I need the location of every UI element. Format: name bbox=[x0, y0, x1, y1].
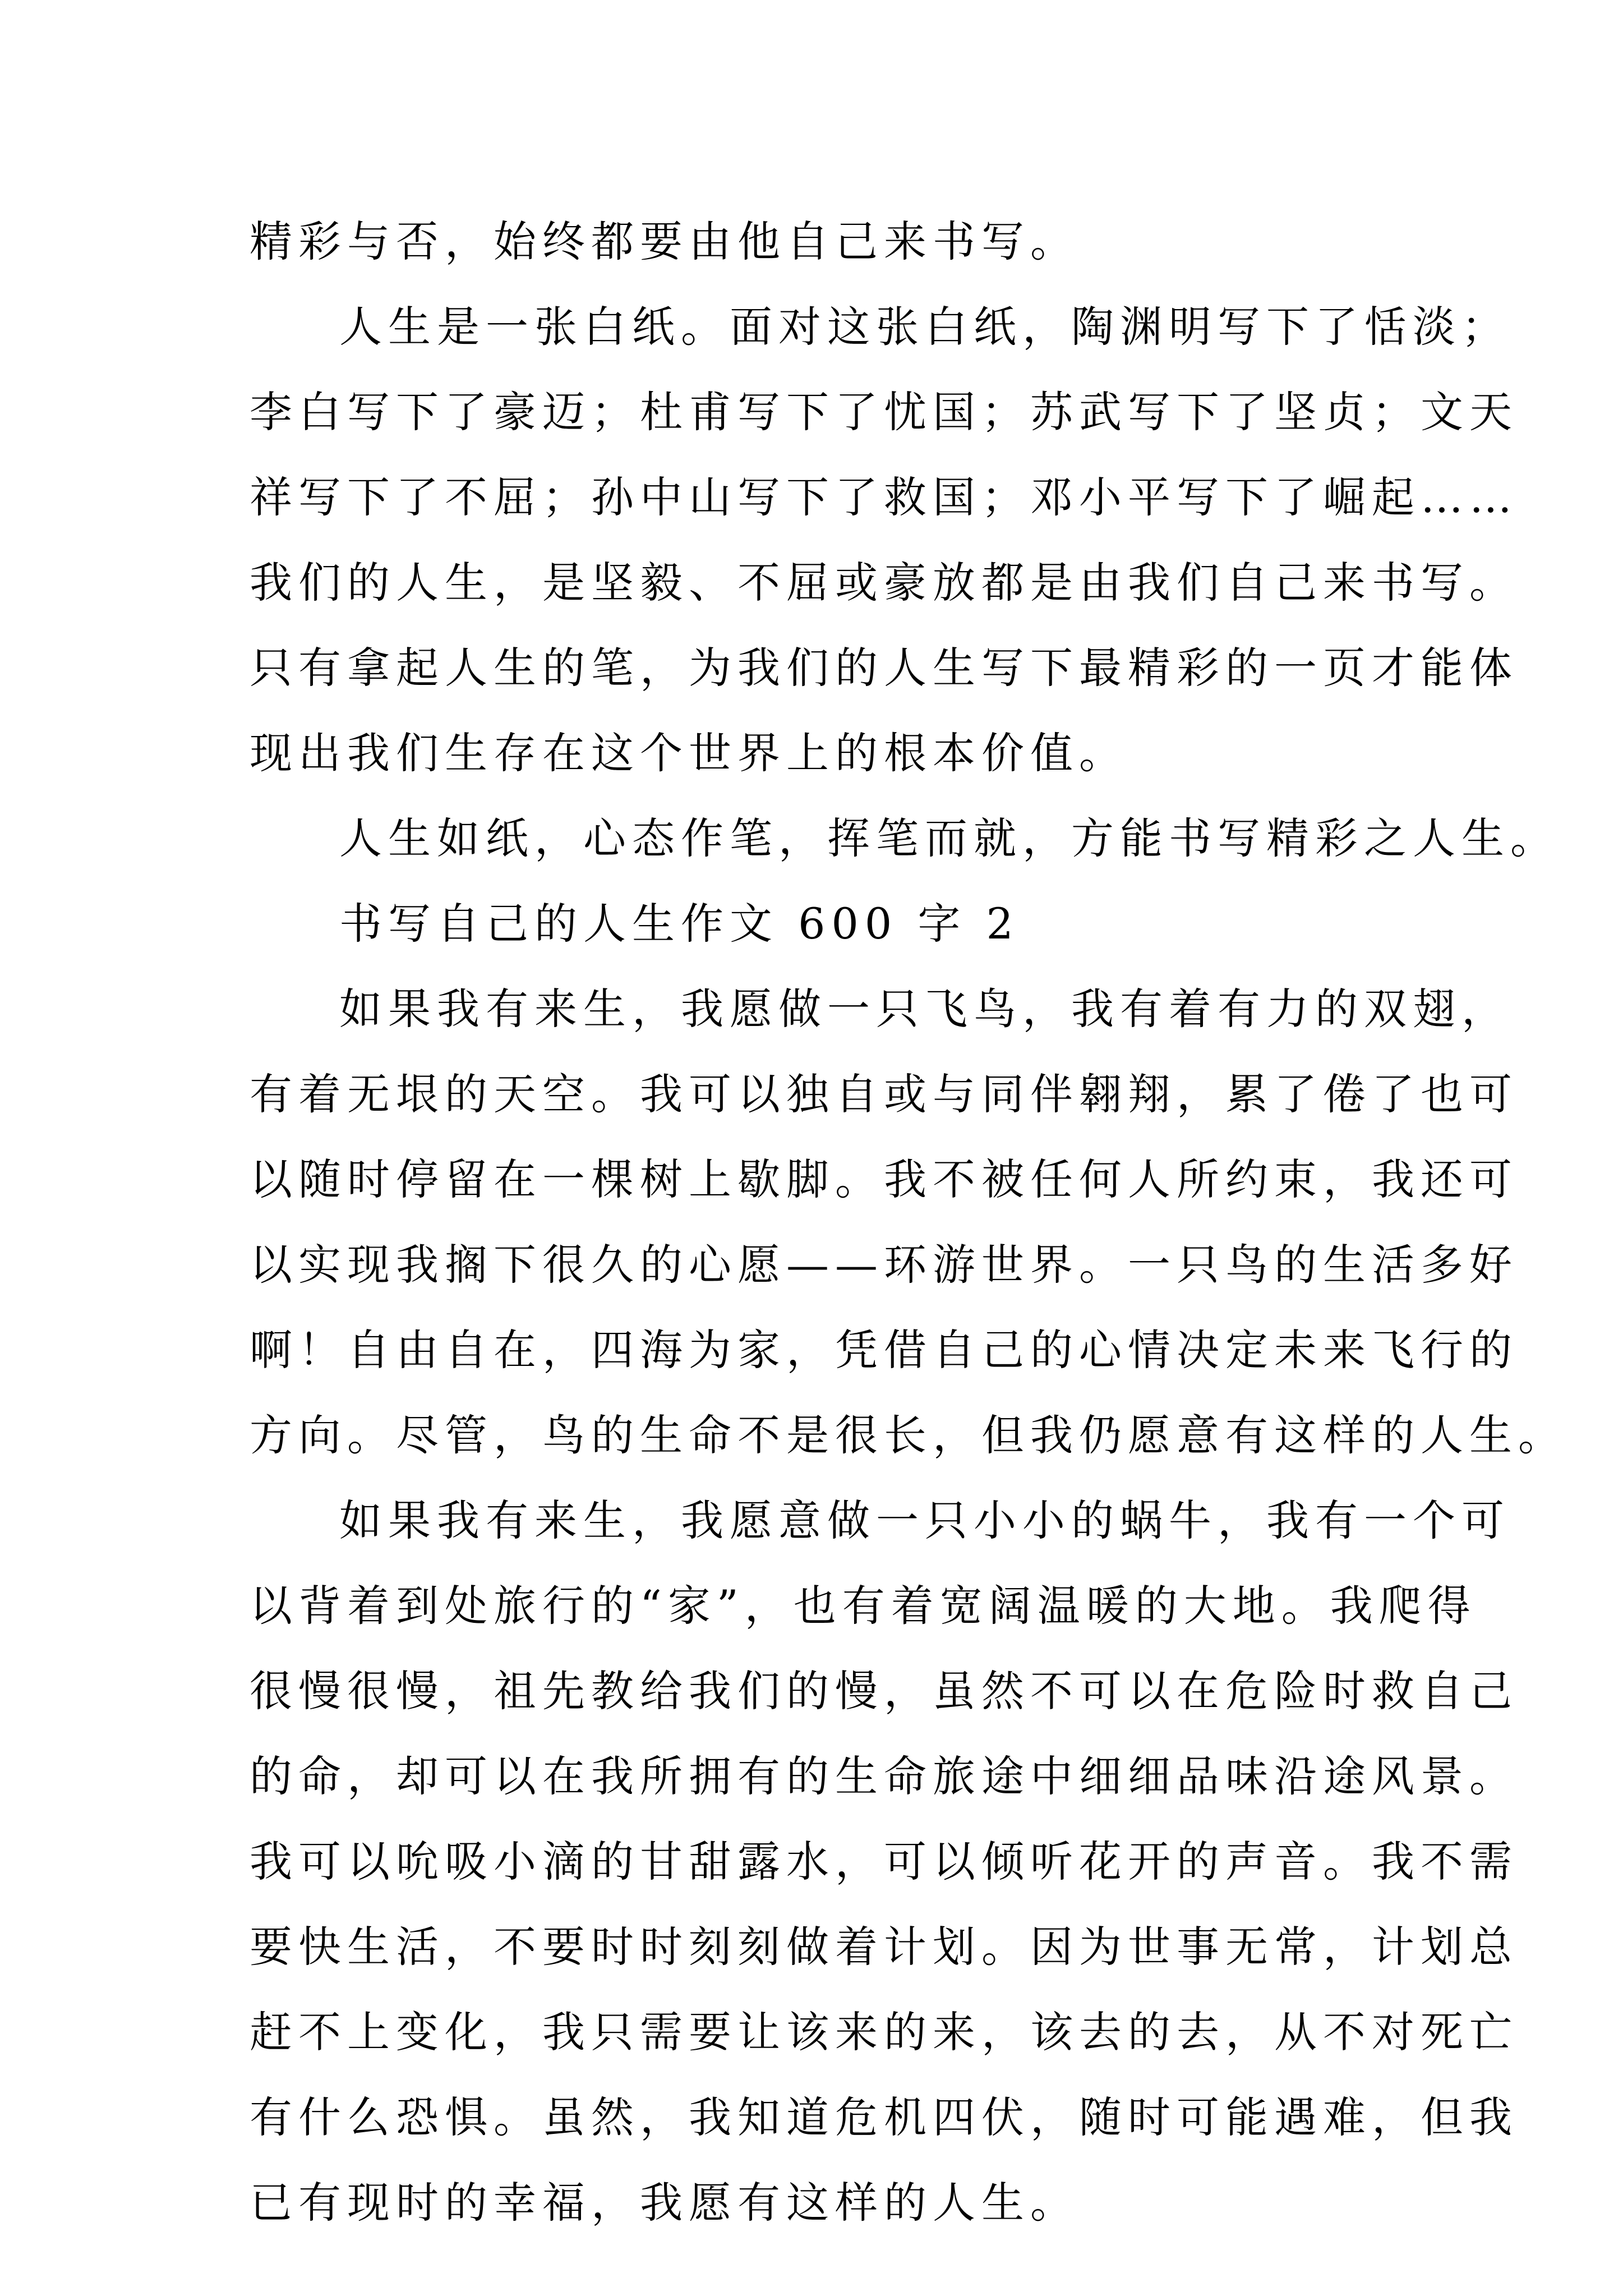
paragraph-first-line: 人生如纸，心态作笔，挥笔而就，方能书写精彩之人生。 bbox=[339, 813, 1559, 863]
text-line: 方向。尽管，鸟的生命不是很长，但我仍愿意有这样的人生。 bbox=[250, 1410, 1567, 1460]
text-line: 只有拿起人生的笔，为我们的人生写下最精彩的一页才能体 bbox=[250, 643, 1518, 693]
text-line: 赶不上变化，我只需要让该来的来，该去的去，从不对死亡 bbox=[250, 2007, 1518, 2057]
text-line: 李白写下了豪迈；杜甫写下了忧国；苏武写下了坚贞；文天 bbox=[250, 387, 1518, 437]
text-line: 以背着到处旅行的“家”，也有着宽阔温暖的大地。我爬得 bbox=[250, 1581, 1477, 1631]
paragraph-first-line: 如果我有来生，我愿意做一只小小的蜗牛，我有一个可 bbox=[339, 1496, 1510, 1545]
text-line: 要快生活，不要时时刻刻做着计划。因为世事无常，计划总 bbox=[250, 1922, 1518, 1972]
text-line: 精彩与否，始终都要由他自己来书写。 bbox=[250, 217, 1079, 266]
paragraph-first-line: 如果我有来生，我愿做一只飞鸟，我有着有力的双翅， bbox=[339, 984, 1510, 1034]
text-line: 我们的人生，是坚毅、不屈或豪放都是由我们自己来书写。 bbox=[250, 558, 1518, 608]
text-line: 现出我们生存在这个世界上的根本价值。 bbox=[250, 728, 1128, 778]
text-line: 有什么恐惧。虽然，我知道危机四伏，随时可能遇难，但我 bbox=[250, 2092, 1518, 2142]
paragraph-first-line: 人生是一张白纸。面对这张白纸，陶渊明写下了恬淡； bbox=[339, 302, 1510, 352]
text-line: 啊！自由自在，四海为家，凭借自己的心情决定未来飞行的 bbox=[250, 1325, 1518, 1375]
text-line: 以随时停留在一棵树上歇脚。我不被任何人所约束，我还可 bbox=[250, 1154, 1518, 1204]
essay-body bbox=[250, 199, 1567, 2246]
text-line: 有着无垠的天空。我可以独自或与同伴翱翔，累了倦了也可 bbox=[250, 1069, 1518, 1119]
text-line: 很慢很慢，祖先教给我们的慢，虽然不可以在危险时救自己 bbox=[250, 1666, 1518, 1716]
section-heading: 书写自己的人生作文 600 字 2 bbox=[339, 899, 1020, 949]
text-line: 已有现时的幸福，我愿有这样的人生。 bbox=[250, 2178, 1079, 2228]
text-line: 以实现我搁下很久的心愿——环游世界。一只鸟的生活多好 bbox=[250, 1240, 1518, 1290]
text-line: 祥写下了不屈；孙中山写下了救国；邓小平写下了崛起…… bbox=[250, 472, 1518, 522]
text-line: 的命，却可以在我所拥有的生命旅途中细细品味沿途风景。 bbox=[250, 1751, 1518, 1801]
text-line: 我可以吮吸小滴的甘甜露水，可以倾听花开的声音。我不需 bbox=[250, 1837, 1518, 1887]
